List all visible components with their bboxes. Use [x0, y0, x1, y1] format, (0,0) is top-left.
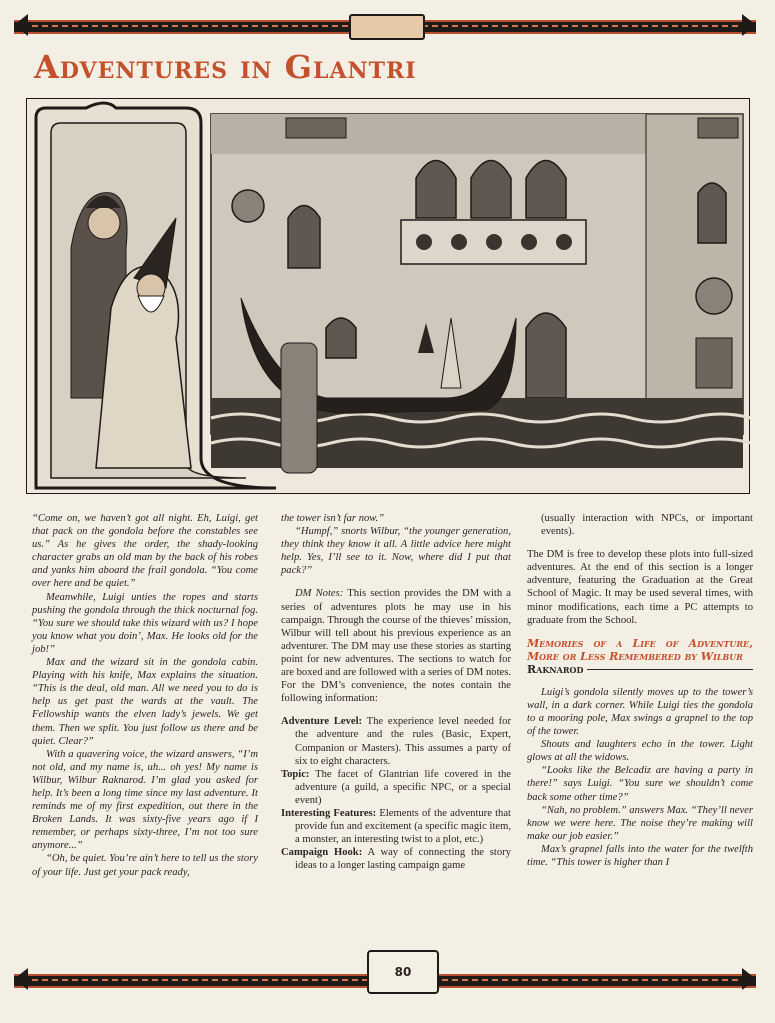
gondola-illustration	[26, 98, 750, 494]
paragraph: “Come on, we haven’t got all night. Eh, Luigi, get that pack on the gondola before the constables see us.” As he gives the order, the shady-looking character grabs an old man by the back of his robes and yanks him aboard the frail gondola. “You come over here and be quiet.”	[32, 513, 258, 590]
text-column-2	[281, 512, 511, 872]
definition-campaign-hook: Campaign Hook: A way of connecting the story ideas to a longer lasting campaign game	[281, 847, 511, 872]
border-medallion-ornament	[349, 14, 425, 40]
paragraph: “Looks like the Belcadiz are having a party in there!” says Luigi. “You sure we shouldn’t come back some other time?”	[527, 765, 753, 803]
bottom-decorative-border	[14, 965, 756, 990]
dm-notes-paragraph: DM Notes: This section provides the DM with a series of adventures plots he may use in his campaign. Through the course of the thieves’ mission, Wilbur will tell about his previous experience as an adventurer. The DM may use these stories as starting point for new adventures. The sections to watch for are boxed and are followed with a series of DM notes. For the DM’s convenience, the notes contain the following information:	[281, 588, 511, 705]
paragraph: “Nah, no problem.” answers Max. “They’ll never know we were here. The noise they’re making will make our job easier.”	[527, 804, 753, 842]
paragraph: Max and the wizard sit in the gondola cabin. Playing with his knife, Max explains the situation. “This is the deal, old man. All we need you to do is help us get past the wards at the vault. The Fellowship wants the elven lady’s jewels. We get them. Then we split. You just follow us there and be quiet. Clear?”	[32, 657, 258, 747]
section-heading-end: Raknarod	[527, 663, 753, 676]
definition-adventure-level: Adventure Level: The experience level needed for the adventure and the rules (Basic, Expert, Companion or Masters). This assumes a party of six to eight characters.	[281, 716, 511, 767]
page-title: Adventures in Glantri	[34, 48, 417, 86]
paragraph: Luigi’s gondola silently moves up to the tower’s wall, in a dark corner. While Luigi ties the gondola to a mooring pole, Max swings a grapnel to the top of the tower.	[527, 686, 753, 738]
paragraph: “Humpf,” snorts Wilbur, “the younger generation, they think they know it all. A little advice here might help. Yes, I’ll see to it. Now, where did I put that pack?”	[281, 526, 511, 577]
text-column-3	[527, 512, 753, 869]
paragraph: Max’s grapnel falls into the water for the twelfth time. “This tower is higher than I	[527, 843, 753, 868]
paragraph: The DM is free to develop these plots into full-sized adventures. At the end of this section is a longer adventure, featuring the Graduation at the Great School of Magic. It may be used several times, with minor modifications, each time a PC attempts to graduate from the School.	[527, 549, 753, 626]
definition-topic: Topic: The facet of Glantrian life covered in the adventure (a guild, a specific NPC, or a special event)	[281, 768, 511, 806]
section-heading: Memories of a Life of Adventure, More or Less Remembered by Wilbur	[527, 636, 753, 663]
text-column-1	[32, 512, 258, 879]
paragraph: “Oh, be quiet. You’re ain’t here to tell us the story of your life. Just get your pack ready,	[32, 853, 258, 878]
paragraph: Meanwhile, Luigi unties the ropes and starts pushing the gondola through the thick nocturnal fog. “You sure we should take this wizard with us? I hope you know what you doin’, Max. He looks old for the job!”	[32, 591, 258, 655]
paragraph: the tower isn’t far now.”	[281, 513, 385, 524]
paragraph: (usually interaction with NPCs, or important events).	[541, 513, 753, 538]
page-number: 80	[367, 950, 439, 994]
paragraph: With a quavering voice, the wizard answers, “I’m not old, and my name is, uh... oh yes! My name is Wilbur, Wilbur Raknarod. I’m glad you asked for help. It’s been a long time since my last adventure. It reminds me of my first expedition, out there in the Broken Lands. It was sixty-five years ago if I remember, or perhaps sixty-three, I’m not too sure anymore...”	[32, 748, 258, 852]
top-decorative-border	[14, 14, 756, 36]
definition-interesting-features: Interesting Features: Elements of the adventure that provide fun and excitement (a specific magic item, a monster, an interesting twist to a plot, etc.)	[281, 807, 511, 846]
paragraph: Shouts and laughters echo in the tower. Light glows at all the widows.	[527, 739, 753, 764]
